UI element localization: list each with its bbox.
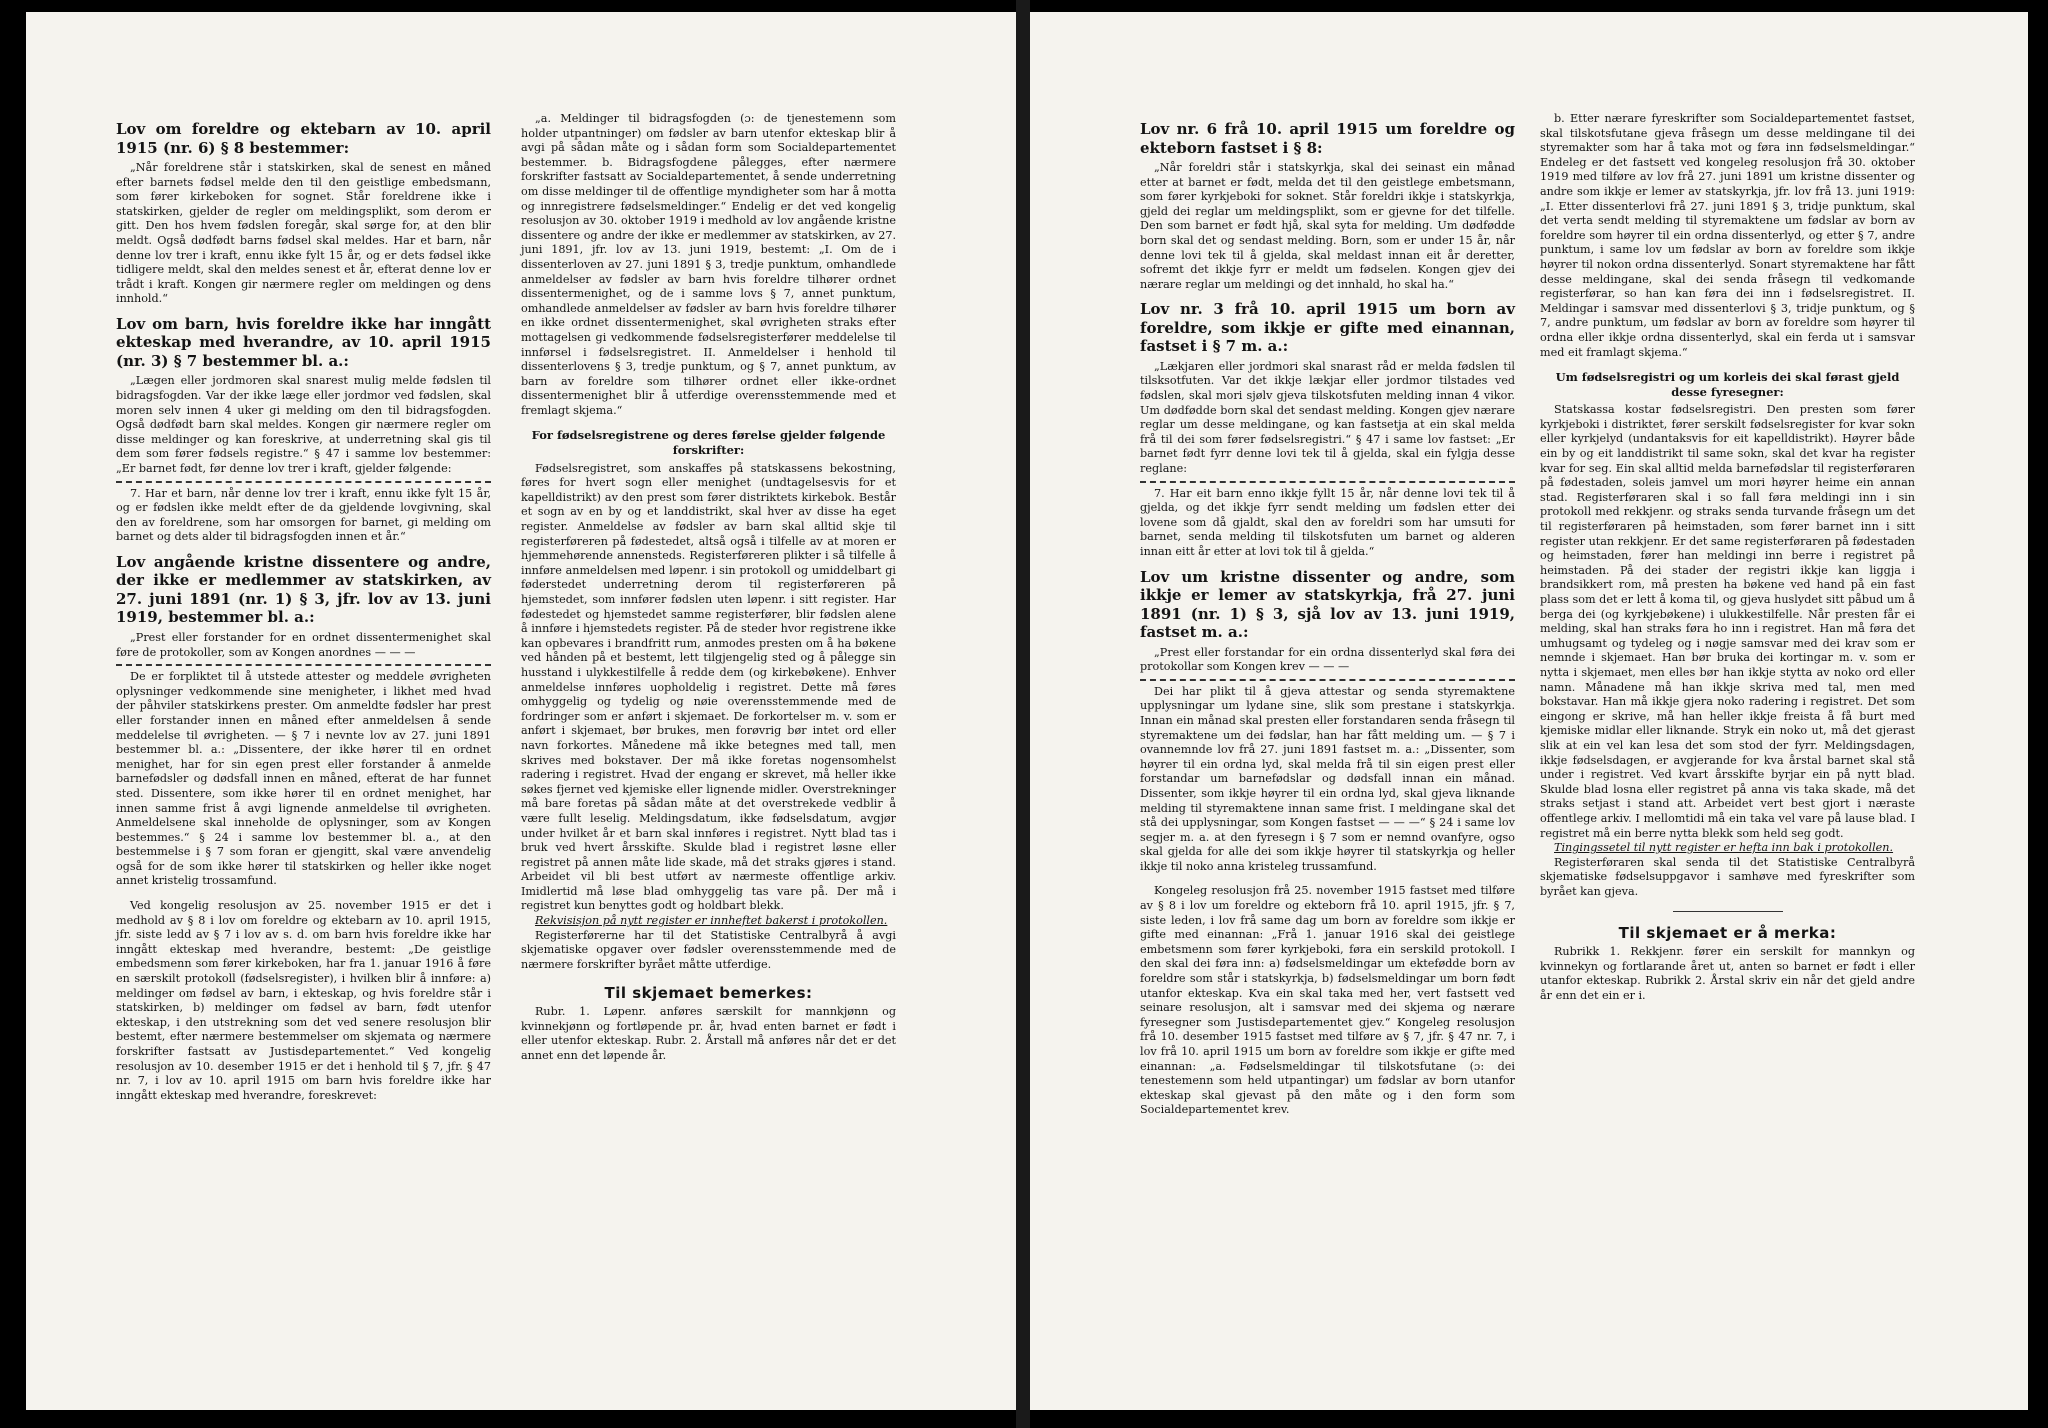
right-column-1 (1140, 112, 1515, 1118)
paragraph: Statskassa kostar fødselsregistri. Den presten som fører kyrkjeboki i distriktet, fører serskilt fødselsregister for kvar sokn eller kyrkjelyd (undantaksvis for eit kapelldistrikt). Høyrer både ein by og eit landdistrikt til same sokn, skal det kvar ha register kvar for seg. Ein skal alltid melda barnefødslar til registerføraren på fødestaden, soleis jamvel um mori høyrer heime ein annan stad. Registerføraren skal i so fall føra meldingi inn i sin protokoll med rekkjenr. og straks senda turvande fråsegn um det til registerføraren på heimstaden, som fører barnet inn i sitt register utan rekkjenr. Er det same registerføraren på fødestaden og heimstaden, fører han meldingi inn berre i registret på heimstaden. På dei stader der registri ikkje kan liggja i brandsikkert rom, må presten ha bøkene ved hand på ein fast plass som det er lett å koma til, og gjeva huslydet sitt påbud um å berga dei (og kyrkjebøkene) i ulukkestilfelle. Når presten får ei melding, skal han straks føra ho inn i registret. Han må føra det umhugsamt og tydeleg og i nøgje samsvar med dei krav som er nemnde i skjemaet. Han bør bruka dei kortingar m. v. som er nytta i skjemaet, men elles bør han ikkje stytta av noko ord eller namn. Månadene må han ikkje skriva med tal, men med bokstavar. Han må ikkje gjera noko radering i registret. Det som eingong er skrive, må han heller ikkje freista å få burt med kjemiske midlar eller liknande. Stryk ein noko ut, må det gjerast slik at ein vel kan lesa det som stod der fyrr. Meldingsdagen, ikkje fødselsdagen, er avgjerande for kva årstal barnet skal stå under i registret. Ved kvart årsskifte byrjar ein på nytt blad. Skulde blad losna eller registret på anna vis taka skade, må det straks setjast i stand att. Arbeidet vert best gjort i næraste offentlege arkiv. I mellomtidi må ein taka vel vare på lause blad. I registret må ein berre nytta blekk som held seg godt. (1540, 403, 1915, 840)
dashed-separator (116, 664, 491, 666)
paragraph: 7. Har et barn, når denne lov trer i kraft, ennu ikke fylt 15 år, og er fødslen ikke meldt efter de da gjeldende lovgivning, skal den av foreldrene, som har omsorgen for barnet, gi melding om barnet og dets alder til bidragsfogden innen et år.“ (116, 486, 491, 544)
subheading: For fødselsregistrene og deres førelse gjelder følgende forskrifter: (531, 428, 886, 458)
section-title: Lov om foreldre og ektebarn av 10. april 1915 (nr. 6) § 8 bestemmer: (116, 120, 491, 157)
section-title: Lov um kristne dissenter og andre, som ikkje er lemer av statskyrkja, frå 27. juni 1891 (nr. 1) § 3, sjå lov av 13. juni 1919, fastset m. a.: (1140, 567, 1515, 642)
paragraph: „Lægen eller jordmoren skal snarest mulig melde fødslen til bidragsfogden. Var der ikke læge eller jordmor ved fødslen, skal moren selv innen 4 uker gi melding om den til bidragsfogden. Også dødfødt barn skal meldes. Kongen gir nærmere regler om disse meldinger og kan foreskrive, at underretning skal gis til dem som fører fødsels registre.“ § 47 i samme lov bestemmer: „Er barnet født, før denne lov trer i kraft, gjelder følgende: (116, 374, 491, 475)
paragraph: Registerføraren skal senda til det Statistiske Centralbyrå skjematiske fødselsuppgavor i samhøve med fyreskrifter som byrået kan gjeva. (1540, 855, 1915, 898)
paragraph: Kongeleg resolusjon frå 25. november 1915 fastset med tilføre av § 8 i lov um foreldre og ekteborn frå 10. april 1915, jfr. § 7, siste leden, i lov frå same dag um born av foreldre som ikkje er gifte med einannan: „Frå 1. januar 1916 skal dei geistlege embetsmenn som fører kyrkjeboki, føra ein serskild protokoll. I den skal dei føra inn: a) fødselsmeldingar um ektefødde born av foreldre som står i statskyrkja, b) fødselsmeldingar um born født utanfor ekteskap. Kva ein skal taka med her, vert fastsett ved seinare resolusjon, alt i samsvar med dei skjema og nærare fyresegner som Justisdepartementet gjev.“ Kongeleg resolusjon frå 10. desember 1915 fastset med tilføre av § 7, jfr. § 47 nr. 7, i lov frå 10. april 1915 um born av foreldre som ikkje er gifte med einannan: „a. Fødselsmeldingar til tilskotsfutane (ɔ: dei tenestemenn som held utpantingar) um fødslar av born utanfor ekteskap skal gjevast på den måte og i den form som Socialdepartementet krev. (1140, 884, 1515, 1117)
paragraph: 7. Har eit barn enno ikkje fyllt 15 år, når denne lovi tek til å gjelda, og det ikkje fyrr sendt melding um fødslen etter dei lovene som då gjaldt, skal den av foreldri som har umsuti for barnet, senda melding til tilskotsfuten um barnet og alderen innan eitt år etter at lovi tok til å gjelda.“ (1140, 486, 1515, 558)
paragraph: „Når foreldrene står i statskirken, skal de senest en måned efter barnets fødsel melde den til den geistlige embedsmann, som fører kirkeboken for sognet. Står foreldrene ikke i statskirken, gjelder de regler om meldingsplikt, som derom er gitt. Den hos hvem fødslen foregår, skal sørge for, at den blir meldt. Også dødfødt barns fødsel skal meldes. Har et barn, når denne lov trer i kraft, ennu ikke fylt 15 år, og er dets fødsel ikke tidligere meldt, skal den meldes senest et år, efterat denne lov er trådt i kraft. Kongen gir nærmere regler om meldingen og dens innhold.“ (116, 161, 491, 306)
underlined-note: Tingingssetel til nytt register er hefta inn bak i protokollen. (1554, 841, 1894, 855)
note-title: Til skjemaet er å merka: (1618, 924, 1837, 943)
dashed-separator (1140, 481, 1515, 483)
right-column-2 (1540, 112, 1915, 1003)
paragraph: „a. Meldinger til bidragsfogden (ɔ: de tjenestemenn som holder utpantninger) om fødsler av barn utenfor ekteskap blir å avgi på sådan måte og i sådan form som Socialdepartementet bestemmer. b. Bidragsfogdene pålegges, efter nærmere forskrifter fastsatt av Socialdepartementet, å sende underretning om disse meldinger til de offentlige myndigheter som har å motta og innregistrere fødselsmeldinger.“ Endelig er det ved kongelig resolusjon av 30. oktober 1919 i medhold av lov angående kristne dissentere og andre der ikke er medlemmer av statskirken, av 27. juni 1891, jfr. lov av 13. juni 1919, bestemt: „I. Om de i dissenterloven av 27. juni 1891 § 3, tredje punktum, omhandlede anmeldelser av fødsler av barn hvis foreldre tilhører ordnet dissentermenighet, og de i samme lovs § 7, annet punktum, omhandlede anmeldelser av fødsler av barn hvis foreldre tilhører en ikke ordnet dissentermenighet, skal øvrigheten straks efter mottagelsen gi vedkommende fødselsregisterfører meddelelse til innførsel i fødselsregistret. II. Anmeldelser i henhold til dissenterlovens § 3, tredje punktum, og § 7, annet punktum, av barn av foreldre som tilhører ordnet eller ikke-ordnet dissentermenighet blir å utferdige overensstemmende med et fremlagt skjema.“ (521, 112, 897, 417)
paragraph: „Prest eller forstandar for ein ordna dissenterlyd skal føra dei protokollar som Kongen krev — — — (1140, 645, 1515, 674)
left-page (26, 12, 1016, 1410)
note-title: Til skjemaet bemerkes: (604, 984, 813, 1003)
paragraph: „Når foreldri står i statskyrkja, skal dei seinast ein månad etter at barnet er født, melda det til den geistlege embetsmann, som fører kyrkjeboki for soknet. Står foreldri ikkje i statskyrkja, gjeld dei reglar um meldingsplikt, som er gjevne for det tilfelle. Den som barnet er født hjå, skal syta for melding. Um dødfødde born skal det og sendast melding. Born, som er under 15 år, når denne lovi tek til å gjelda, skal meldast innan eit år deretter, sofremt det ikkje fyrr er meldt um fødselen. Kongen gjev dei nærare reglar um meldingi og det innhald, ho skal ha.“ (1140, 161, 1515, 291)
left-column-2 (521, 112, 896, 1063)
paragraph: „Prest eller forstander for en ordnet dissentermenighet skal føre de protokoller, som av Kongen anordnes — — — (116, 630, 491, 659)
paragraph: b. Etter nærare fyreskrifter som Socialdepartementet fastset, skal tilskotsfutane gjeva fråsegn um desse meldingane til dei styremakter som har å taka mot og føra inn fødselsmeldingar.“ Endeleg er det fastsett ved kongeleg resolusjon frå 30. oktober 1919 med tilføre av lov frå 27. juni 1891 um kristne dissenter og andre som ikkje er lemer av statskyrkja, jfr. lov frå 13. juni 1919: „I. Etter dissenterlovi frå 27. juni 1891 § 3, tridje punktum, skal det verta sendt melding til styremaktene um fødslar av born av foreldre som høyrer til ein ordna dissenterlyd, og etter § 7, andre punktum, i same lov um fødslar av born av foreldre som ikkje høyrer til nokon ordna dissenterlyd. Sonart styremaktene har fått desse meldingane, skal dei senda fråsegn til vedkomande registerførar, so han kan føra dei inn i fødselsregistret. II. Meldingar i samsvar med dissenterlovi § 3, tridje punktum, og § 7, andre punktum, um fødslar av born av foreldre som høyrer til ordna eller ikkje ordna dissenterlyd, skal ein ferda ut i samsvar med eit framlagt skjema.“ (1540, 112, 1915, 359)
subheading: Um fødselsregistri og um korleis dei skal førast gjeld desse fyresegner: (1555, 370, 1900, 399)
paragraph: De er forpliktet til å utstede attester og meddele øvrigheten oplysninger vedkommende sine menigheter, i likhet med hvad der påhviler statskirkens prester. Om anmeldte fødsler har prest eller forstander innen en måned efter anmeldelsen å sende meddelelse til øvrigheten. — § 7 i nevnte lov av 27. juni 1891 bestemmer bl. a.: „Dissentere, der ikke hører til en ordnet menighet, har for sin egen prest eller forstander å anmelde barnefødsler og dødsfall innen en måned, efterat de har funnet sted. Dissentere, som ikke hører til en ordnet menighet, har innen samme frist å avgi lignende anmeldelse til øvrigheten. Anmeldelsene skal inneholde de oplysninger, som av Kongen bestemmes.“ § 24 i samme lov bestemmer bl. a., at den bestemmelse i § 7 som foran er gjengitt, skal være anvendelig også for de som ikke hører til statskirken og heller ikke noget annet kristelig trossamfund. (116, 670, 491, 888)
section-title: Lov om barn, hvis foreldre ikke har inngått ekteskap med hverandre, av 10. april 1915 (nr. 3) § 7 bestemmer bl. a.: (116, 314, 491, 370)
paragraph: Rubr. 1. Løpenr. anføres særskilt for mannkjønn og kvinnekjønn og fortløpende pr. år, hvad enten barnet er født i eller utenfor ekteskap. Rubr. 2. Årstall må anføres når det er det annet enn det løpende år. (521, 1005, 896, 1062)
right-page (1030, 12, 2028, 1410)
dashed-separator (1140, 679, 1515, 681)
dashed-separator (116, 481, 491, 483)
paragraph: „Lækjaren eller jordmori skal snarast råd er melda fødslen til tilsksotfuten. Var det ikkje lækjar eller jordmor tilstades ved fødslen, skal mori sjølv gjeva tilskotsfuten melding innan 4 vikor. Um dødfødde born skal det sendast melding. Kongen gjev nærare reglar um desse meldingane, og kan fastsetja at ein skal melda frå til dei som fører fødselsregistri.“ § 47 i same lov fastset: „Er barnet født fyrr denne lovi tek til å gjelda, skal ein fylgja desse reglane: (1140, 359, 1515, 475)
book-gutter (1016, 0, 1030, 1428)
paragraph: Rubrikk 1. Rekkjenr. fører ein serskilt for mannkyn og kvinnekyn og fortlarande året ut, anten so barnet er født i eller utanfor ekteskap. Rubrikk 2. Årstal skriv ein når det gjeld andre år enn det ein er i. (1540, 945, 1915, 1002)
underlined-note: Rekvisisjon på nytt register er innheftet bakerst i protokollen. (535, 914, 888, 928)
section-title: Lov nr. 3 frå 10. april 1915 um born av foreldre, som ikkje er gifte med einannan, fastset i § 7 m. a.: (1140, 300, 1515, 356)
left-column-1 (116, 112, 491, 1103)
paragraph: Dei har plikt til å gjeva attestar og senda styremaktene upplysningar um lydane sine, slik som prestane i statskyrkja. Innan ein månad skal presten eller forstandaren senda fråsegn til styremaktene um dei fødslar, han har fått melding um. — § 7 i ovannemnde lov frå 27. juni 1891 fastset m. a.: „Dissenter, som høyrer til ein ordna lyd, skal melda frå til sin eigen prest eller forstandar um barnefødslar og dødsfall innan ein månad. Dissenter, som ikkje høyrer til ein ordna lyd, skal gjeva liknande melding til styremaktene innan same frist. I meldingane skal det stå dei upplysningar, som Kongen fastset — — —“ § 24 i same lov segjer m. a. at den fyresegn i § 7 som er nemnd ovanfyre, ogso skal gjelda for alle dei som ikkje høyrer til statskyrkja og heller ikkje til noko anna kristeleg trussamfund. (1140, 684, 1515, 873)
paragraph: Ved kongelig resolusjon av 25. november 1915 er det i medhold av § 8 i lov om foreldre og ektebarn av 10. april 1915, jfr. siste ledd av § 7 i lov av s. d. om barn hvis foreldre ikke har inngått ekteskap med hverandre, bestemt: „De geistlige embedsmenn som fører kirkeboken, har fra 1. januar 1916 å føre en særskilt protokoll (fødselsregister), i hvilken blir å innføre: a) meldinger om fødsel av barn, i ekteskap, og hvis foreldre står i statskirken, b) meldinger om fødsel av barn, født utenfor ekteskap, i den utstrekning som det ved senere resolusjon blir bestemt, efter nærmere bestemmelser om skjemata og nærmere forskrifter fastsatt av Justisdepartementet.“ Ved kongelig resolusjon av 10. desember 1915 er det i henhold til § 7, jfr. § 47 nr. 7, i lov av 10. april 1915 om barn hvis foreldre ikke har inngått ekteskap med hverandre, foreskrevet: (116, 899, 491, 1102)
paragraph: Registerførerne har til det Statistiske Centralbyrå å avgi skjematiske opgaver over fødsler overensstemmende med de nærmere forskrifter byrået måtte utferdige. (521, 928, 896, 971)
section-title: Lov nr. 6 frå 10. april 1915 um foreldre og ekteborn fastset i § 8: (1140, 120, 1515, 157)
horizontal-rule (1673, 911, 1783, 912)
paragraph: Fødselsregistret, som anskaffes på statskassens bekostning, føres for hvert sogn eller menighet (undtagelsesvis for et kapelldistrikt) av den prest som fører distriktets kirkebok. Består et sogn av en by og et landdistrikt, skal hver av disse ha eget register. Anmeldelse av fødsler av barn skal alltid skje til registerføreren på fødestedet, altså også i tilfelle av at moren er hjemmehørende annensteds. Registerføreren plikter i så tilfelle å innføre anmeldelsen med løpenr. i sin protokoll og umiddelbart gi føderstedet underretning derom til registerføreren på hjemstedet, som innfører fødslen uten løpenr. i sitt register. Har fødestedet og hjemstedet samme registerfører, blir fødslen alene å innføre i hjemstedets register. På de steder hvor registrene ikke kan opbevares i brandfritt rum, anmodes presten om å ha bøkene ved hånden på et bestemt, lett tilgjengelig sted og å pålegge sin husstand i ulykkestilfelle å redde dem (og kirkebøkene). Enhver anmeldelse innføres uopholdelig i registret. Dette må føres omhyggelig og tydelig og nøie overensstemmende med de fordringer som er anført i skjemaet. De forkortelser m. v. som er anført i skjemaet, bør brukes, men forøvrig bør intet ord eller navn forkortes. Månedene må ikke betegnes med tall, men skrives med bokstaver. Der må ikke foretas nogensomhelst radering i registret. Hvad der engang er skrevet, må heller ikke søkes fjernet ved kjemiske eller lignende midler. Overstrekninger må bare foretas på sådan måte at det overstrekede vedblir å være fullt leselig. Meldingsdatum, ikke fødselsdatum, avgjør under hvilket år et barn skal innføres i registret. Nytt blad tas i bruk ved hvert årsskifte. Skulde blad i registret løsne eller registret på annen måte lide skade, må det straks gjøres i stand. Arbeidet vil bli best utført av nærmeste offentlige arkiv. Imidlertid må løse blad omhyggelig tas vare på. Der må i registret kun benyttes godt og holdbart blekk. (521, 461, 896, 913)
section-title: Lov angående kristne dissentere og andre, der ikke er medlemmer av statskirken, av 27. juni 1891 (nr. 1) § 3, jfr. lov av 13. juni 1919, bestemmer bl. a.: (116, 552, 491, 627)
